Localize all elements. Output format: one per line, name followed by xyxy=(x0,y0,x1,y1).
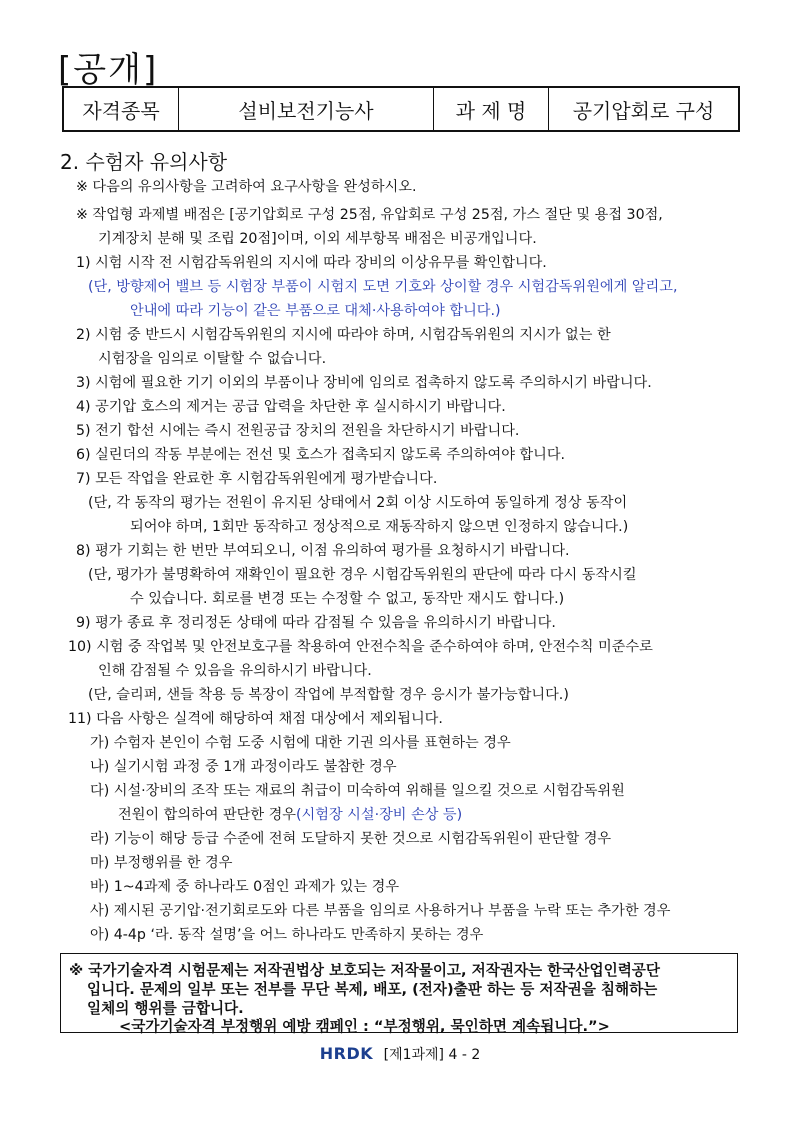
section-title: 2. 수험자 유의사항 xyxy=(60,150,228,174)
line-item-5: 5) 전기 합선 시에는 즉시 전원공급 장치의 전원을 차단하시기 바랍니다. xyxy=(76,423,520,439)
line-item-9: 9) 평가 종료 후 정리정돈 상태에 따라 감점될 수 있음을 유의하시기 바랍니다. xyxy=(76,615,556,631)
da-b-text: 전원이 합의하여 판단한 경우 xyxy=(118,807,296,823)
line-intro-2b: 기계장치 분해 및 조립 20점]이며, 이외 세부항목 배점은 비공개입니다. xyxy=(98,231,537,247)
line-item-10b: 인해 감점될 수 있음을 유의하시기 바랍니다. xyxy=(98,663,372,679)
line-item-11-a: 아) 4-4p ‘라. 동작 설명’을 어느 하나라도 만족하지 못하는 경우 xyxy=(90,927,484,943)
page-number: [제1과제] 4 - 2 xyxy=(383,1047,481,1063)
field-value: 설비보전기능사 xyxy=(179,87,434,131)
line-item-1-note-b: 안내에 따라 기능이 같은 부품으로 대체·사용하여야 합니다.) xyxy=(130,303,501,319)
line-item-11: 11) 다음 사항은 실격에 해당하여 채점 대상에서 제외됩니다. xyxy=(68,711,443,727)
line-item-10: 10) 시험 중 작업복 및 안전보호구를 착용하여 안전수칙을 준수하여야 하며, 안전수칙 미준수로 xyxy=(68,639,653,655)
line-item-1: 1) 시험 시작 전 시험감독위원의 지시에 따라 장비의 이상유무를 확인합니다. xyxy=(76,255,547,271)
task-value: 공기압회로 구성 xyxy=(549,87,740,131)
line-item-2: 2) 시험 중 반드시 시험감독위원의 지시에 따라야 하며, 시험감독위원의 지시가 없는 한 xyxy=(76,327,611,343)
line-item-10-note: (단, 슬리퍼, 샌들 착용 등 복장이 작업에 부적합할 경우 응시가 불가능합니다.) xyxy=(88,687,569,703)
line-item-11-ma: 마) 부정행위를 한 경우 xyxy=(90,855,233,871)
line-item-3: 3) 시험에 필요한 기기 이외의 부품이나 장비에 임의로 접촉하지 않도록 주의하시기 바랍니다. xyxy=(76,375,652,391)
line-item-2b: 시험장을 임의로 이탈할 수 없습니다. xyxy=(98,351,327,367)
da-b-note: (시험장 시설·장비 손상 등) xyxy=(296,807,463,823)
task-label: 과 제 명 xyxy=(434,87,549,131)
exam-info-table xyxy=(62,86,740,132)
line-item-11-sa: 사) 제시된 공기압·전기회로도와 다른 부품을 임의로 사용하거나 부품을 누락 또는 추가한 경우 xyxy=(90,903,671,919)
line-item-7-note-b: 되어야 하며, 1회만 동작하고 정상적으로 재동작하지 않으면 인정하지 않습니다.) xyxy=(130,519,629,535)
line-item-11-ga: 가) 수험자 본인이 수험 도중 시험에 대한 기권 의사를 표현하는 경우 xyxy=(90,735,511,751)
line-item-11-ba: 바) 1~4과제 중 하나라도 0점인 과제가 있는 경우 xyxy=(90,879,400,895)
line-intro-1: ※ 다음의 유의사항을 고려하여 요구사항을 완성하시오. xyxy=(76,179,417,195)
line-item-11-da-b xyxy=(118,804,462,824)
line-item-4: 4) 공기압 호스의 제거는 공급 압력을 차단한 후 실시하시기 바랍니다. xyxy=(76,399,506,415)
notice-line-4: <국가기술자격 부정행위 예방 캠페인 : “부정행위, 묵인하면 계속됩니다.”> xyxy=(119,1018,610,1035)
line-item-11-na: 나) 실기시험 과정 중 1개 과정이라도 불참한 경우 xyxy=(90,759,397,775)
copyright-notice xyxy=(60,953,738,1033)
line-item-1-note: (단, 방향제어 밸브 등 시험장 부품이 시험지 도면 기호와 상이할 경우 시험감독위원에게 알리고, xyxy=(88,279,678,295)
notice-line-2: 입니다. 문제의 일부 또는 전부를 무단 복제, 배포, (전자)출판 하는 등 저작권을 침해하는 xyxy=(87,981,658,998)
line-item-8: 8) 평가 기회는 한 번만 부여되오니, 이점 유의하여 평가를 요청하시기 바랍니다. xyxy=(76,543,570,559)
field-label: 자격종목 xyxy=(63,87,179,131)
notice-line-3: 일체의 행위를 금합니다. xyxy=(87,1000,244,1017)
hrdk-logo: HRDK xyxy=(319,1044,374,1063)
page-footer xyxy=(0,1044,800,1064)
line-item-11-ra: 라) 기능이 해당 등급 수준에 전혀 도달하지 못한 것으로 시험감독위원이 판단할 경우 xyxy=(90,831,612,847)
notice-line-1: ※ 국가기술자격 시험문제는 저작권법상 보호되는 저작물이고, 저작권자는 한국산업인력공단 xyxy=(69,962,661,979)
line-item-8-note: (단, 평가가 불명확하여 재확인이 필요한 경우 시험감독위원의 판단에 따라 다시 동작시킬 xyxy=(88,567,637,583)
line-item-8-note-b: 수 있습니다. 회로를 변경 또는 수정할 수 없고, 동작만 재시도 합니다.) xyxy=(130,591,565,607)
line-intro-2: ※ 작업형 과제별 배점은 [공기압회로 구성 25점, 유압회로 구성 25점, 가스 절단 및 용접 30점, xyxy=(76,207,663,223)
line-item-7-note: (단, 각 동작의 평가는 전원이 유지된 상태에서 2회 이상 시도하여 동일하게 정상 동작이 xyxy=(88,495,628,511)
page-label: [공개] xyxy=(58,50,159,90)
line-item-7: 7) 모든 작업을 완료한 후 시험감독위원에게 평가받습니다. xyxy=(76,471,438,487)
line-item-11-da: 다) 시설·장비의 조작 또는 재료의 취급이 미숙하여 위해를 일으킬 것으로 시험감독위원 xyxy=(90,783,625,799)
line-item-6: 6) 실린더의 작동 부분에는 전선 및 호스가 접촉되지 않도록 주의하여야 합니다. xyxy=(76,447,566,463)
